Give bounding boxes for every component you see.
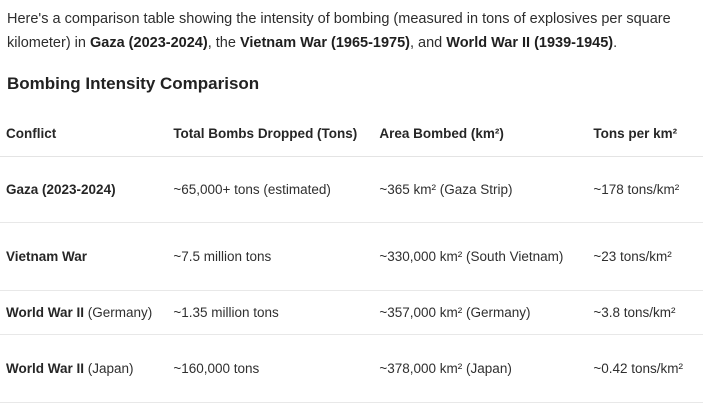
intro-ww2: World War II (1939-1945) [446,35,614,51]
cell-area: ~357,000 km² (Germany) [379,305,531,320]
intro-paragraph [7,7,707,55]
conflict-name: Vietnam War [6,249,88,264]
cell-conflict [0,291,173,335]
intro-end: . [613,35,618,51]
intro-sep: , and [410,35,447,51]
conflict-name: World War II [6,305,85,320]
cell-total: ~7.5 million tons [173,249,272,264]
conflict-detail: (Japan) [84,361,134,376]
cell-total: ~65,000+ tons (estimated) [173,182,331,197]
cell-conflict [0,157,173,223]
cell-tons-per-km2: ~23 tons/km² [593,249,672,264]
conflict-detail: (Germany) [84,305,153,320]
table-row [0,157,703,223]
cell-area: ~378,000 km² (Japan) [379,361,512,376]
cell-conflict [0,335,173,403]
cell-tons-per-km2: ~178 tons/km² [593,182,680,197]
intro-sep: , the [207,35,240,51]
cell-tons-per-km2: ~0.42 tons/km² [593,361,684,376]
header-area: Area Bombed (km²) [379,125,504,141]
cell-tons-per-km2: ~3.8 tons/km² [593,305,676,320]
header-total-bombs: Total Bombs Dropped (Tons) [173,125,358,141]
intro-vietnam: Vietnam War (1965-1975) [239,35,410,51]
cell-total: ~160,000 tons [173,361,260,376]
section-heading: Bombing Intensity Comparison [7,74,260,93]
cell-area: ~365 km² (Gaza Strip) [379,182,513,197]
conflict-name: Gaza (2023-2024) [6,182,116,197]
cell-conflict [0,223,173,291]
table-row [0,291,703,335]
comparison-table [0,110,703,403]
header-conflict: Conflict [6,125,57,141]
header-tons-per-km2: Tons per km² [593,125,678,141]
intro-gaza: Gaza (2023-2024) [90,35,208,51]
conflict-name: World War II [6,361,85,376]
intro-text: Here's a comparison table showing the intensity of bombing (measured in tons of explosives per square kilometer) in [7,11,671,51]
cell-area: ~330,000 km² (South Vietnam) [379,249,564,264]
table-row [0,223,703,291]
table-row [0,335,703,403]
table-header-row [0,110,703,157]
cell-total: ~1.35 million tons [173,305,279,320]
